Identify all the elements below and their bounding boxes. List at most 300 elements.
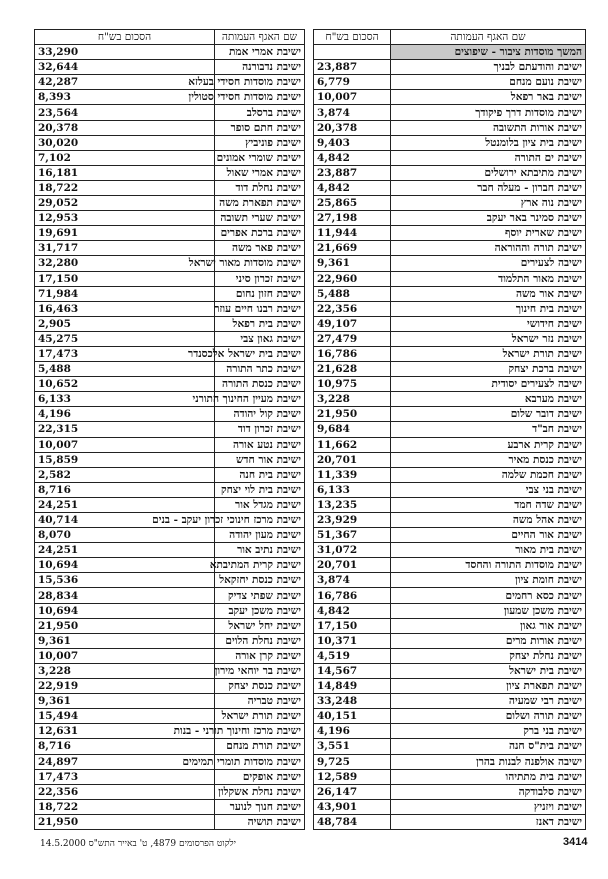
table-row bbox=[35, 588, 305, 603]
table-row bbox=[314, 799, 586, 814]
institution-name: ישיבת סלבודקה bbox=[391, 784, 586, 799]
amount-value: 42,287 bbox=[35, 75, 215, 90]
amount-value: 9,684 bbox=[314, 422, 391, 437]
table-row bbox=[314, 286, 586, 301]
table-row bbox=[314, 211, 586, 226]
table-row bbox=[35, 392, 305, 407]
table-row bbox=[35, 618, 305, 633]
table-row bbox=[35, 346, 305, 361]
table-row bbox=[35, 558, 305, 573]
table-row bbox=[35, 482, 305, 497]
amount-value: 10,007 bbox=[35, 437, 215, 452]
institution-name: ישיבת קרית ארבע bbox=[391, 437, 586, 452]
amount-value: 8,716 bbox=[35, 739, 215, 754]
amount-value: 9,361 bbox=[35, 694, 215, 709]
table-row bbox=[314, 422, 586, 437]
institution-name: ישיבת נועם מנחם bbox=[391, 75, 586, 90]
amount-value: 17,473 bbox=[35, 346, 215, 361]
amount-value: 26,147 bbox=[314, 784, 391, 799]
institution-name: ישיבת חידושי bbox=[391, 316, 586, 331]
amount-value: 3,874 bbox=[314, 573, 391, 588]
amount-value: 21,950 bbox=[35, 814, 215, 829]
table-row bbox=[314, 513, 586, 528]
institution-name: ישיבת מעון יהודה bbox=[215, 528, 305, 543]
institution-name: ישיבת משכן יעקב bbox=[215, 603, 305, 618]
amount-value: 11,662 bbox=[314, 437, 391, 452]
table-row bbox=[314, 226, 586, 241]
institution-name: ישיבת אורות התשובה bbox=[391, 120, 586, 135]
amount-value: 8,393 bbox=[35, 90, 215, 105]
institution-name: ישיבת כנסת יחזקאל bbox=[215, 573, 305, 588]
amount-value: 12,953 bbox=[35, 211, 215, 226]
table-row bbox=[314, 301, 586, 316]
institution-name: ישיבת בני צבי bbox=[391, 482, 586, 497]
amount-value: 27,198 bbox=[314, 211, 391, 226]
amount-value: 21,628 bbox=[314, 362, 391, 377]
table-row bbox=[314, 196, 586, 211]
amount-value: 24,251 bbox=[35, 543, 215, 558]
amount-value: 22,315 bbox=[35, 422, 215, 437]
table-row bbox=[314, 497, 586, 512]
amount-value: 33,248 bbox=[314, 694, 391, 709]
institution-name: ישיבת אופקים bbox=[215, 769, 305, 784]
institution-name: ישיבת נדבורנה bbox=[215, 60, 305, 75]
institution-name: ישיבת רבנו חיים עוזר bbox=[215, 301, 305, 316]
amount-value: 43,901 bbox=[314, 799, 391, 814]
institution-name: ישיבת שומרי אמונים bbox=[215, 150, 305, 165]
table-row bbox=[314, 180, 586, 195]
sum-column-header: הסכום בש"ח bbox=[314, 30, 391, 45]
institution-name: ישיבת תורת ישראל bbox=[215, 709, 305, 724]
institution-name: ישיבת מתיבתא ירושלים bbox=[391, 165, 586, 180]
institution-name: ישיבת מרכז חינוכי זכרון יעקב - בנים bbox=[215, 513, 305, 528]
amount-value: 2,905 bbox=[35, 316, 215, 331]
name-column-header: שם האגף העמותה bbox=[215, 30, 305, 45]
amount-value: 15,859 bbox=[35, 452, 215, 467]
institution-name: ישיבת כנסת התורה bbox=[215, 377, 305, 392]
amount-value: 9,725 bbox=[314, 754, 391, 769]
institution-name: ישיבת מוסדות התורה והחסד bbox=[391, 558, 586, 573]
table-row bbox=[35, 105, 305, 120]
table-row bbox=[314, 618, 586, 633]
table-row bbox=[314, 573, 586, 588]
amount-value: 17,473 bbox=[35, 769, 215, 784]
institution-name: ישיבת נתיב אור bbox=[215, 543, 305, 558]
table-row bbox=[35, 724, 305, 739]
table-row bbox=[314, 241, 586, 256]
table-row bbox=[314, 754, 586, 769]
table-row bbox=[35, 679, 305, 694]
amount-value: 22,960 bbox=[314, 271, 391, 286]
table-row bbox=[35, 543, 305, 558]
table-row bbox=[35, 331, 305, 346]
amount-value: 20,701 bbox=[314, 452, 391, 467]
amount-value: 16,181 bbox=[35, 165, 215, 180]
table-row bbox=[35, 573, 305, 588]
institution-name: המשך מוסדות ציבור - שיפוצים bbox=[391, 45, 586, 60]
table-row bbox=[314, 528, 586, 543]
table-row bbox=[35, 271, 305, 286]
institution-name: ישיבת קול יהודה bbox=[215, 407, 305, 422]
table-row bbox=[35, 301, 305, 316]
institution-name: ישיבת ויזניץ bbox=[391, 799, 586, 814]
amount-value: 3,228 bbox=[35, 663, 215, 678]
table-row bbox=[35, 45, 305, 60]
institution-name: ישיבת תורת מנחם bbox=[215, 739, 305, 754]
amount-value: 21,950 bbox=[314, 407, 391, 422]
amount-value: 4,842 bbox=[314, 603, 391, 618]
institution-name: ישיבת אור חדש bbox=[215, 452, 305, 467]
amount-value: 23,887 bbox=[314, 165, 391, 180]
amount-value: 31,717 bbox=[35, 241, 215, 256]
institution-name: ישיבת קרית המתיבתא bbox=[215, 558, 305, 573]
institution-name: ישיבת נזר ישראל bbox=[391, 331, 586, 346]
institution-name: ישיבת שפתי צדיק bbox=[215, 588, 305, 603]
amount-value: 16,786 bbox=[314, 346, 391, 361]
table-row bbox=[314, 120, 586, 135]
amount-value: 10,694 bbox=[35, 558, 215, 573]
amount-value: 22,919 bbox=[35, 679, 215, 694]
table-row bbox=[35, 422, 305, 437]
table-row bbox=[314, 452, 586, 467]
amount-value: 27,479 bbox=[314, 331, 391, 346]
institution-name: ישיבת אמרי אמת bbox=[215, 45, 305, 60]
table-row bbox=[35, 120, 305, 135]
amount-value: 8,716 bbox=[35, 482, 215, 497]
amount-value: 4,196 bbox=[35, 407, 215, 422]
institution-name: ישיבת באר רפאל bbox=[391, 90, 586, 105]
institution-name: ישיבת פאר משה bbox=[215, 241, 305, 256]
table-row bbox=[314, 437, 586, 452]
table-row bbox=[35, 754, 305, 769]
amount-value: 15,494 bbox=[35, 709, 215, 724]
table-row bbox=[314, 633, 586, 648]
institution-name: ישיבת חומת ציון bbox=[391, 573, 586, 588]
table-row bbox=[35, 165, 305, 180]
amount-value: 18,722 bbox=[35, 180, 215, 195]
table-row bbox=[35, 769, 305, 784]
institution-name: ישיבת בית לוי יצחק bbox=[215, 482, 305, 497]
institution-name: ישיבת מאור התלמוד bbox=[391, 271, 586, 286]
amount-value: 14,567 bbox=[314, 663, 391, 678]
table-row bbox=[35, 437, 305, 452]
institution-name: ישיבת תורת ישראל bbox=[391, 346, 586, 361]
table-row bbox=[314, 739, 586, 754]
institution-name: ישיבת זכרון דוד bbox=[215, 422, 305, 437]
amount-value: 17,150 bbox=[35, 271, 215, 286]
table-row bbox=[314, 60, 586, 75]
table-row bbox=[314, 679, 586, 694]
table-row bbox=[35, 784, 305, 799]
amount-value: 48,784 bbox=[314, 814, 391, 829]
institution-name: ישיבה לצעירים יסודית bbox=[391, 377, 586, 392]
institution-name: ישיבת ברסלב bbox=[215, 105, 305, 120]
institution-name: ישיבת ים התורה bbox=[391, 150, 586, 165]
amount-value: 24,897 bbox=[35, 754, 215, 769]
amount-value: 15,536 bbox=[35, 573, 215, 588]
amount-value: 3,551 bbox=[314, 739, 391, 754]
institution-name: ישיבת מוסדות חסידי בעלזא bbox=[215, 75, 305, 90]
table-row bbox=[35, 528, 305, 543]
institution-name: ישיבת גאון צבי bbox=[215, 331, 305, 346]
table-row bbox=[314, 603, 586, 618]
amount-value: 14,849 bbox=[314, 679, 391, 694]
institution-name: ישיבת בית מאור bbox=[391, 543, 586, 558]
table-row bbox=[314, 362, 586, 377]
amount-value: 17,150 bbox=[314, 618, 391, 633]
institution-name: ישיבת ברכת אפרים bbox=[215, 226, 305, 241]
table-row bbox=[35, 799, 305, 814]
institution-name: ישיבת ברכת יצחק bbox=[391, 362, 586, 377]
institution-name: ישיבת חברון - מעלה חבר bbox=[391, 180, 586, 195]
table-row bbox=[314, 814, 586, 829]
institution-name: ישיבת אור החיים bbox=[391, 528, 586, 543]
right-allocation-table bbox=[313, 29, 586, 830]
table-row bbox=[314, 90, 586, 105]
amount-value: 22,356 bbox=[35, 784, 215, 799]
amount-value: 10,694 bbox=[35, 603, 215, 618]
amount-value: 30,020 bbox=[35, 135, 215, 150]
amount-value: 20,378 bbox=[314, 120, 391, 135]
amount-value: 28,834 bbox=[35, 588, 215, 603]
amount-value: 9,361 bbox=[35, 633, 215, 648]
amount-value: 6,133 bbox=[35, 392, 215, 407]
table-row bbox=[35, 452, 305, 467]
amount-value: 8,070 bbox=[35, 528, 215, 543]
institution-name: ישיבת שערי תשובה bbox=[215, 211, 305, 226]
institution-name: ישיבת כנסת מאיר bbox=[391, 452, 586, 467]
institution-name: ישיבת חב"ד bbox=[391, 422, 586, 437]
institution-name: ישיבת אהל משה bbox=[391, 513, 586, 528]
institution-name: ישיבת כנסת יצחק bbox=[215, 679, 305, 694]
table-row bbox=[35, 256, 305, 271]
table-row bbox=[314, 331, 586, 346]
table-row bbox=[35, 286, 305, 301]
institution-name: ישיבת משכן שמעון bbox=[391, 603, 586, 618]
amount-value: 19,691 bbox=[35, 226, 215, 241]
amount-value: 21,669 bbox=[314, 241, 391, 256]
table-row bbox=[35, 90, 305, 105]
amount-value: 71,984 bbox=[35, 286, 215, 301]
institution-name: ישיבת רבי שמעיה bbox=[391, 694, 586, 709]
institution-name: ישיבת אמרי שאול bbox=[215, 165, 305, 180]
table-row bbox=[35, 196, 305, 211]
amount-value: 4,842 bbox=[314, 180, 391, 195]
amount-value: 20,378 bbox=[35, 120, 215, 135]
table-row bbox=[35, 226, 305, 241]
amount-value: 22,356 bbox=[314, 301, 391, 316]
table-row bbox=[314, 648, 586, 663]
table-row bbox=[35, 739, 305, 754]
amount-value: 24,251 bbox=[35, 497, 215, 512]
institution-name: ישיבת בית חנה bbox=[215, 467, 305, 482]
amount-value: 11,944 bbox=[314, 226, 391, 241]
page-number: 3414 bbox=[563, 836, 588, 848]
institution-name: ישיבת חתם סופר bbox=[215, 120, 305, 135]
table-row bbox=[35, 362, 305, 377]
amount-value: 49,107 bbox=[314, 316, 391, 331]
table-row bbox=[314, 694, 586, 709]
table-row bbox=[314, 543, 586, 558]
amount-value: 51,367 bbox=[314, 528, 391, 543]
amount-value: 5,488 bbox=[314, 286, 391, 301]
table-row bbox=[314, 482, 586, 497]
institution-name: ישיבת בית ישראל אלכסנדר bbox=[215, 346, 305, 361]
amount-value: 11,339 bbox=[314, 467, 391, 482]
institution-name: ישיבת נחלת הלוים bbox=[215, 633, 305, 648]
institution-name: ישיבת בית ציון בלומנטל bbox=[391, 135, 586, 150]
table-row bbox=[35, 135, 305, 150]
institution-name: ישיבת מרכז וחינוך תורני - בנות bbox=[215, 724, 305, 739]
amount-value: 20,701 bbox=[314, 558, 391, 573]
institution-name: ישיבת תורה ושלום bbox=[391, 709, 586, 724]
table-row bbox=[35, 513, 305, 528]
table-row bbox=[35, 407, 305, 422]
amount-value: 18,722 bbox=[35, 799, 215, 814]
amount-value: 5,488 bbox=[35, 362, 215, 377]
institution-name: ישיבת מערבא bbox=[391, 392, 586, 407]
table-row bbox=[35, 694, 305, 709]
amount-value: 4,519 bbox=[314, 648, 391, 663]
table-row bbox=[314, 45, 586, 60]
table-row bbox=[35, 814, 305, 829]
institution-name: ישיבת אור גאון bbox=[391, 618, 586, 633]
institution-name: ישיבת חזון נחום bbox=[215, 286, 305, 301]
amount-value: 23,929 bbox=[314, 513, 391, 528]
institution-name: ישיבת פוניביץ bbox=[215, 135, 305, 150]
sum-column-header: הסכום בש"ח bbox=[35, 30, 215, 45]
institution-name: ישיבת קרן אורה bbox=[215, 648, 305, 663]
amount-value: 25,865 bbox=[314, 196, 391, 211]
amount-value: 6,779 bbox=[314, 75, 391, 90]
table-row bbox=[35, 603, 305, 618]
institution-name: ישיבת שדה חמד bbox=[391, 497, 586, 512]
institution-name: ישיבת נחלת יצחק bbox=[391, 648, 586, 663]
table-row bbox=[35, 180, 305, 195]
table-row bbox=[35, 467, 305, 482]
amount-value: 10,007 bbox=[35, 648, 215, 663]
table-row bbox=[35, 75, 305, 90]
institution-name: ישיבת מוסדות חסידי סטולין bbox=[215, 90, 305, 105]
institution-name: ישיבת תפארת ציון bbox=[391, 679, 586, 694]
table-row bbox=[314, 709, 586, 724]
institution-name: ישיבת בית חינוך bbox=[391, 301, 586, 316]
amount-value: 6,133 bbox=[314, 482, 391, 497]
table-row bbox=[35, 709, 305, 724]
amount-value: 7,102 bbox=[35, 150, 215, 165]
institution-name: ישיבת נחלת דוד bbox=[215, 180, 305, 195]
table-row bbox=[314, 75, 586, 90]
table-row bbox=[35, 648, 305, 663]
amount-value: 21,950 bbox=[35, 618, 215, 633]
amount-value: 32,280 bbox=[35, 256, 215, 271]
amount-value: 4,842 bbox=[314, 150, 391, 165]
institution-name: ישיבת תפארת משה bbox=[215, 196, 305, 211]
table-row bbox=[314, 150, 586, 165]
institution-name: ישיבת חנוך לנוער bbox=[215, 799, 305, 814]
amount-value: 10,371 bbox=[314, 633, 391, 648]
institution-name: ישיבת כתר התורה bbox=[215, 362, 305, 377]
institution-name: ישיבת דובר שלום bbox=[391, 407, 586, 422]
table-row bbox=[314, 271, 586, 286]
amount-value: 40,714 bbox=[35, 513, 215, 528]
institution-name: ישיבת חכמת שלמה bbox=[391, 467, 586, 482]
table-row bbox=[314, 377, 586, 392]
institution-name: ישיבת נוה ארץ bbox=[391, 196, 586, 211]
institution-name: ישיבת נטע אורה bbox=[215, 437, 305, 452]
left-allocation-table bbox=[34, 29, 305, 830]
table-row bbox=[35, 60, 305, 75]
table-row bbox=[35, 633, 305, 648]
table-row bbox=[314, 105, 586, 120]
amount-value: 29,052 bbox=[35, 196, 215, 211]
amount-value: 3,874 bbox=[314, 105, 391, 120]
institution-name: ישיבת שארית יוסף bbox=[391, 226, 586, 241]
institution-name: ישיבת מוסדות תומרי תמימים bbox=[215, 754, 305, 769]
institution-name: ישיבת תושיה bbox=[215, 814, 305, 829]
institution-name: ישיבת כסא רחמים bbox=[391, 588, 586, 603]
table-row bbox=[314, 316, 586, 331]
amount-value: 31,072 bbox=[314, 543, 391, 558]
institution-name: ישיבת בית"ס חנה bbox=[391, 739, 586, 754]
institution-name: ישיבת מגדל אור bbox=[215, 497, 305, 512]
table-row bbox=[314, 165, 586, 180]
institution-name: ישיבת אור משה bbox=[391, 286, 586, 301]
table-row bbox=[314, 346, 586, 361]
name-column-header: שם האגף העמותה bbox=[391, 30, 586, 45]
table-row bbox=[314, 467, 586, 482]
institution-name: ישיבת בית ישראל bbox=[391, 663, 586, 678]
amount-value: 12,589 bbox=[314, 769, 391, 784]
amount-value: 4,196 bbox=[314, 724, 391, 739]
institution-name: ישיבת מוסדות מאור ישראל bbox=[215, 256, 305, 271]
amount-value: 23,887 bbox=[314, 60, 391, 75]
table-row bbox=[35, 663, 305, 678]
amount-value: 10,007 bbox=[314, 90, 391, 105]
institution-name: ישיבת בית מתתיהו bbox=[391, 769, 586, 784]
institution-name: ישיבה לצעירים bbox=[391, 256, 586, 271]
amount-value: 9,403 bbox=[314, 135, 391, 150]
amount-value: 23,564 bbox=[35, 105, 215, 120]
amount-value: 10,975 bbox=[314, 377, 391, 392]
table-row bbox=[314, 663, 586, 678]
amount-value: 13,235 bbox=[314, 497, 391, 512]
table-row bbox=[35, 150, 305, 165]
institution-name: ישיבת אורות מרים bbox=[391, 633, 586, 648]
amount-value: 40,151 bbox=[314, 709, 391, 724]
table-row bbox=[314, 407, 586, 422]
institution-name: ישיבת בר יוחאי מירון bbox=[215, 663, 305, 678]
amount-value: 12,631 bbox=[35, 724, 215, 739]
institution-name: ישיבת סמינר באר יעקב bbox=[391, 211, 586, 226]
amount-value: 32,644 bbox=[35, 60, 215, 75]
table-row bbox=[35, 497, 305, 512]
publication-footer: ילקוט הפרסומים 4879, ט' באייר התש"ס 14.5.2000 bbox=[40, 839, 237, 849]
table-row bbox=[314, 769, 586, 784]
table-row bbox=[314, 588, 586, 603]
amount-value bbox=[314, 45, 391, 60]
table-row bbox=[35, 211, 305, 226]
institution-name: ישיבת והודעתם לבניך bbox=[391, 60, 586, 75]
table-row bbox=[314, 135, 586, 150]
amount-value: 10,652 bbox=[35, 377, 215, 392]
amount-value: 16,463 bbox=[35, 301, 215, 316]
table-row bbox=[314, 558, 586, 573]
institution-name: ישיבה אולפנה לבנות בהרן bbox=[391, 754, 586, 769]
table-row bbox=[314, 392, 586, 407]
table-row bbox=[314, 256, 586, 271]
institution-name: ישיבת יחל ישראל bbox=[215, 618, 305, 633]
